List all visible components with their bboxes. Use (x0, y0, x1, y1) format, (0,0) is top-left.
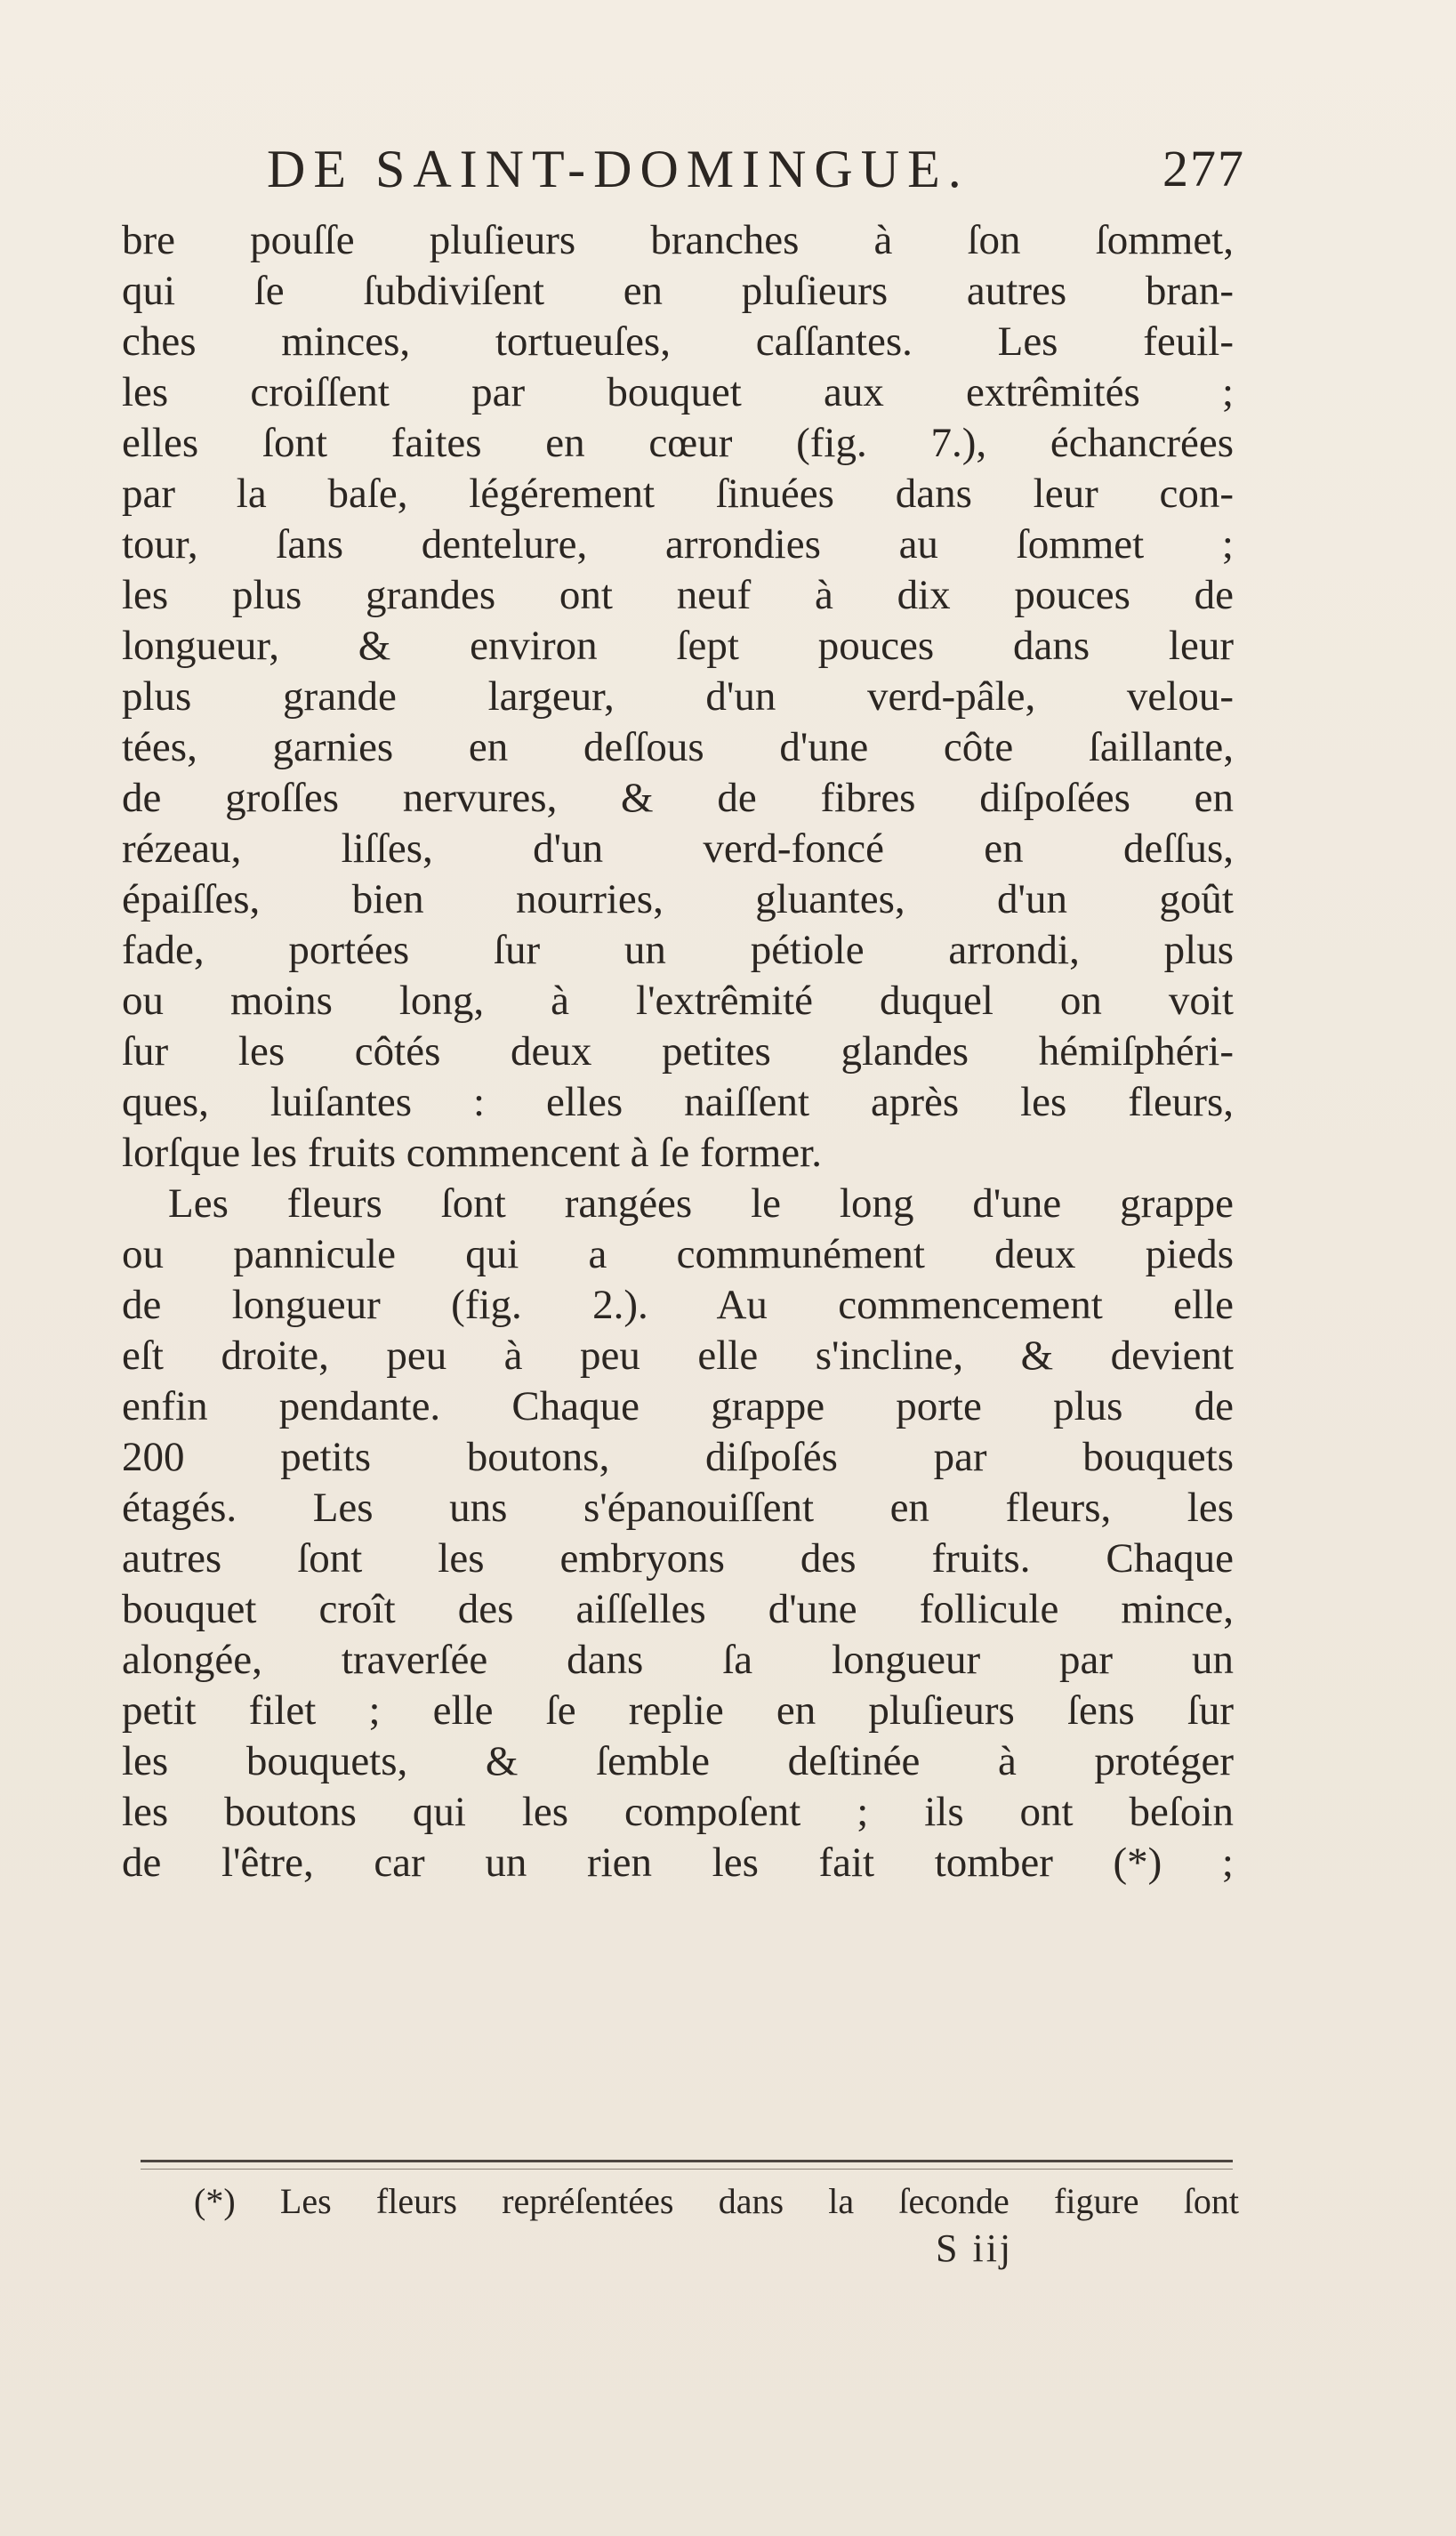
text-line: ou moins long, à l'extrêmité duquel on voit (122, 978, 1234, 1024)
text-line: ques, luiſantes : elles naiſſent après les fleurs, (122, 1079, 1234, 1125)
text-line: les bouquets, & ſemble deſtinée à protéger (122, 1738, 1234, 1784)
text-line: bouquet croît des aiſſelles d'une follicule mince, (122, 1586, 1234, 1632)
text-line: les croiſſent par bouquet aux extrêmités ; (122, 369, 1234, 415)
text-line: par la baſe, légérement ſinuées dans leur con- (122, 471, 1234, 517)
text-line: épaiſſes, bien nourries, gluantes, d'un goût (122, 876, 1234, 922)
text-line: 200 petits boutons, diſpoſés par bouquets (122, 1434, 1234, 1480)
text-line: ches minces, tortueuſes, caſſantes. Les feuil- (122, 318, 1234, 365)
text-line: étagés. Les uns s'épanouiſſent en fleurs, les (122, 1485, 1234, 1531)
body-text (122, 215, 1234, 1888)
footnote-rule (141, 2160, 1233, 2162)
text-line: rézeau, liſſes, d'un verd-foncé en deſſus, (122, 825, 1234, 872)
text-line: tées, garnies en deſſous d'une côte ſaillante, (122, 724, 1234, 770)
running-header (267, 133, 1245, 205)
text-line: autres ſont les embryons des fruits. Chaque (122, 1535, 1234, 1582)
text-line: enfin pendante. Chaque grappe porte plus de (122, 1383, 1234, 1429)
text-line: fade, portées ſur un pétiole arrondi, plus (122, 927, 1234, 973)
text-line: petit filet ; elle ſe replie en pluſieurs ſens ſur (122, 1687, 1234, 1734)
text-line: tour, ſans dentelure, arrondies au ſommet ; (122, 521, 1234, 568)
footnote: (*) Les fleurs repréſentées dans la ſeconde figure ſont (194, 2181, 1239, 2221)
text-line: bre pouſſe pluſieurs branches à ſon ſommet, (122, 217, 1234, 263)
footnote-rule-thin (141, 2169, 1233, 2170)
text-line: de longueur (fig. 2.). Au commencement elle (122, 1282, 1234, 1328)
text-line: alongée, traverſée dans ſa longueur par un (122, 1637, 1234, 1683)
text-line: ſur les côtés deux petites glandes hémiſphéri- (122, 1028, 1234, 1075)
text-line: plus grande largeur, d'un verd-pâle, velou- (122, 673, 1234, 720)
text-line: elles ſont faites en cœur (fig. 7.), échancrées (122, 420, 1234, 466)
text-line: les plus grandes ont neuf à dix pouces de (122, 572, 1234, 618)
text-line: qui ſe ſubdiviſent en pluſieurs autres bran- (122, 268, 1234, 314)
text-line: lorſque les fruits commencent à ſe former. (122, 1130, 822, 1176)
text-line: ou pannicule qui a communément deux pieds (122, 1231, 1234, 1277)
text-line: de l'être, car un rien les fait tomber (*) ; (122, 1840, 1234, 1886)
text-line: de groſſes nervures, & de fibres diſpoſées en (122, 775, 1234, 821)
page-number: 277 (1162, 140, 1245, 197)
signature-mark: S iij (936, 2226, 1014, 2270)
running-title: DE SAINT-DOMINGUE. (267, 140, 969, 198)
text-line: longueur, & environ ſept pouces dans leur (122, 623, 1234, 669)
text-line: les boutons qui les compoſent ; ils ont beſoin (122, 1789, 1234, 1835)
text-line: Les fleurs ſont rangées le long d'une grappe (168, 1180, 1234, 1227)
text-line: eſt droite, peu à peu elle s'incline, & devient (122, 1332, 1234, 1379)
